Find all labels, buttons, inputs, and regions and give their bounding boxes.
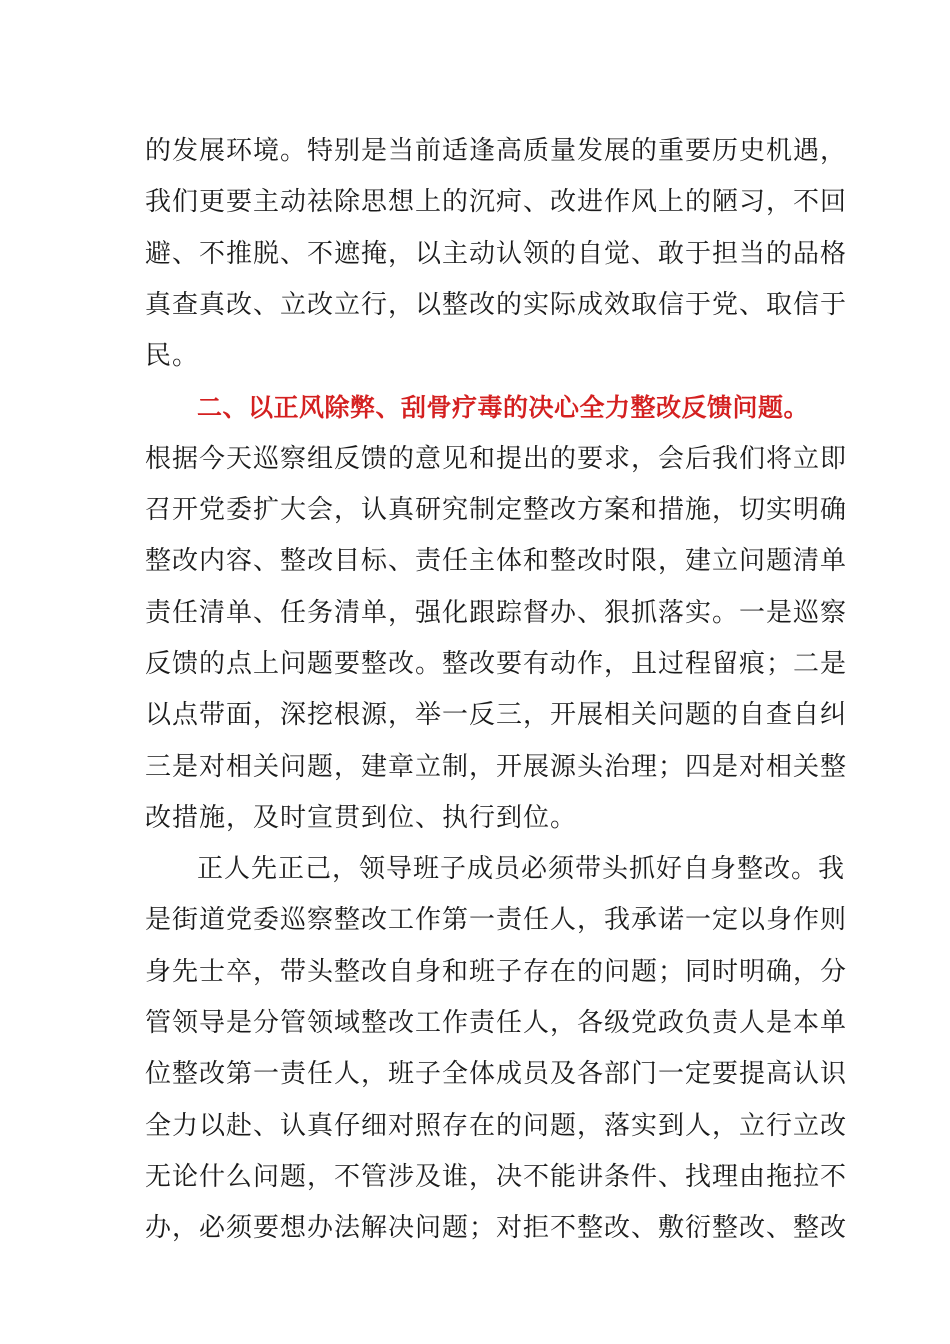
text-line: 根据今天巡察组反馈的意见和提出的要求，会后我们将立即	[145, 443, 848, 474]
text-line: 我们更要主动祛除思想上的沉疴、改进作风上的陋习，不回	[145, 187, 848, 218]
text-line: 避、不推脱、不遮掩，以主动认领的自觉、敢于担当的品格	[145, 238, 848, 269]
text-line: 正人先正己，领导班子成员必须带头抓好自身整改。我	[197, 854, 846, 885]
text-line: 整改内容、整改目标、责任主体和整改时限，建立问题清单	[145, 546, 848, 577]
text-line: 的发展环境。特别是当前适逢高质量发展的重要历史机遇，	[145, 136, 848, 166]
paragraph-3	[145, 844, 848, 1254]
document-page	[145, 126, 848, 1255]
text-line: 反馈的点上问题要整改。整改要有动作，且过程留痕；二是	[145, 648, 848, 679]
section-heading: 二、以正风除弊、刮骨疗毒的决心全力整改反馈问题。	[197, 393, 810, 423]
paragraph-1	[145, 126, 848, 382]
text-line: 位整改第一责任人，班子全体成员及各部门一定要提高认识	[145, 1059, 848, 1090]
text-line: 三是对相关问题，建章立制，开展源头治理；四是对相关整	[145, 751, 848, 782]
text-line: 身先士卒，带头整改自身和班子存在的问题；同时明确，分	[145, 956, 848, 987]
text-line: 真查真改、立改立行，以整改的实际成效取信于党、取信于	[145, 289, 848, 320]
text-line: 召开党委扩大会，认真研究制定整改方案和措施，切实明确	[145, 495, 848, 526]
text-line: 办，必须要想办法解决问题；对拒不整改、敷衍整改、整改	[145, 1213, 848, 1244]
text-line: 无论什么问题，不管涉及谁，决不能讲条件、找理由拖拉不	[145, 1161, 848, 1192]
paragraph-2	[145, 434, 848, 844]
text-line: 管领导是分管领域整改工作责任人，各级党政负责人是本单	[145, 1008, 848, 1039]
text-line: 以点带面，深挖根源，举一反三，开展相关问题的自查自纠	[145, 700, 848, 731]
text-line: 全力以赴、认真仔细对照存在的问题，落实到人，立行立改	[145, 1110, 848, 1141]
text-line: 责任清单、任务清单，强化跟踪督办、狠抓落实。一是巡察	[145, 597, 848, 628]
text-line: 民。	[145, 341, 200, 372]
text-line: 改措施，及时宣贯到位、执行到位。	[145, 802, 578, 833]
text-line: 是街道党委巡察整改工作第一责任人，我承诺一定以身作则	[145, 905, 848, 936]
